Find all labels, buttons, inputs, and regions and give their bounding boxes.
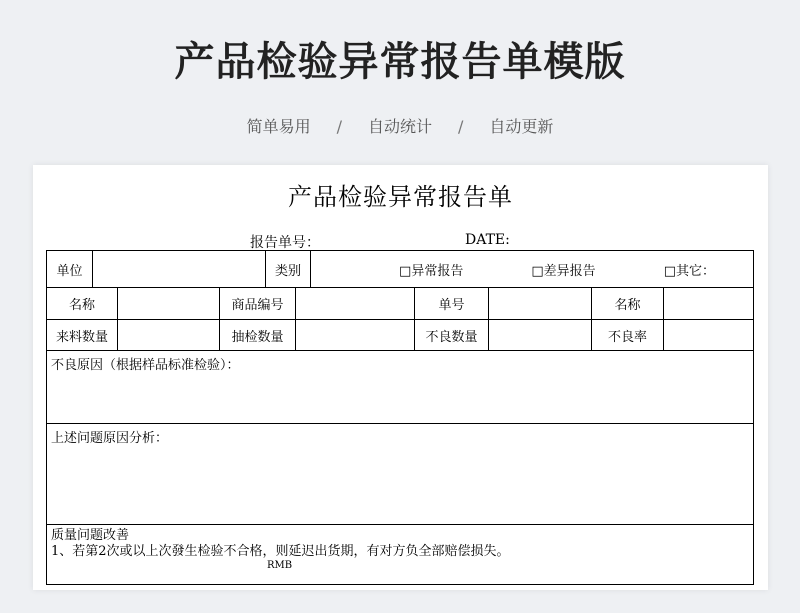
table-row [47, 320, 754, 351]
incoming-qty-label: 来料数量 [47, 320, 118, 351]
unit-label: 单位 [47, 251, 93, 288]
product-code-field[interactable] [296, 288, 415, 320]
product-code-label: 商品编号 [220, 288, 296, 320]
sample-qty-label: 抽检数量 [220, 320, 296, 351]
category-options [311, 251, 754, 288]
tag-auto-update: 自动更新 [489, 117, 554, 136]
option-other[interactable]: □其它： [663, 263, 716, 279]
category-label: 类别 [266, 251, 311, 288]
date-label: DATE: [465, 232, 510, 248]
table-row [47, 424, 754, 525]
report-number-label: 报告单号： [250, 235, 320, 251]
tag-auto-stats: 自动统计 [367, 117, 432, 136]
defect-reason-label: 不良原因（根据样品标准检验）： [51, 358, 240, 373]
table-row [47, 525, 754, 585]
defect-qty-field[interactable] [489, 320, 592, 351]
tag-simple: 简单易用 [246, 117, 311, 136]
banner-title: 产品检验异常报告单模版 [174, 39, 626, 85]
rmb-label: RMB [267, 560, 293, 571]
name-field[interactable] [118, 288, 220, 320]
defect-reason-box[interactable] [47, 351, 754, 424]
improvement-rule-1: 1、若第2次或以上次發生检验不合格，则延迟出货期，有对方负全部赔偿损失。 [51, 544, 510, 559]
tag-separator: / [336, 117, 342, 136]
table-row [47, 288, 754, 320]
analysis-box[interactable] [47, 424, 754, 525]
defect-qty-label: 不良数量 [415, 320, 489, 351]
name-label: 名称 [47, 288, 118, 320]
improvement-label: 质量问题改善 [51, 528, 130, 543]
report-form-sheet [33, 165, 768, 590]
document-title: 产品检验异常报告单 [288, 183, 513, 211]
table-row [47, 351, 754, 424]
defect-rate-label: 不良率 [592, 320, 664, 351]
incoming-qty-field[interactable] [118, 320, 220, 351]
order-no-field[interactable] [489, 288, 592, 320]
table-row [47, 251, 754, 288]
name-field-2[interactable] [664, 288, 754, 320]
sample-qty-field[interactable] [296, 320, 415, 351]
option-difference-report[interactable]: □差异报告 [531, 263, 596, 279]
unit-field[interactable] [93, 251, 266, 288]
improvement-box[interactable] [47, 525, 754, 585]
tag-separator: / [458, 117, 464, 136]
option-abnormal-report[interactable]: □异常报告 [399, 263, 464, 279]
banner-subtitle [0, 114, 800, 137]
analysis-label: 上述问题原因分析： [51, 431, 169, 446]
order-no-label: 单号 [415, 288, 489, 320]
report-table [46, 250, 754, 585]
defect-rate-field[interactable] [664, 320, 754, 351]
name-label-2: 名称 [592, 288, 664, 320]
